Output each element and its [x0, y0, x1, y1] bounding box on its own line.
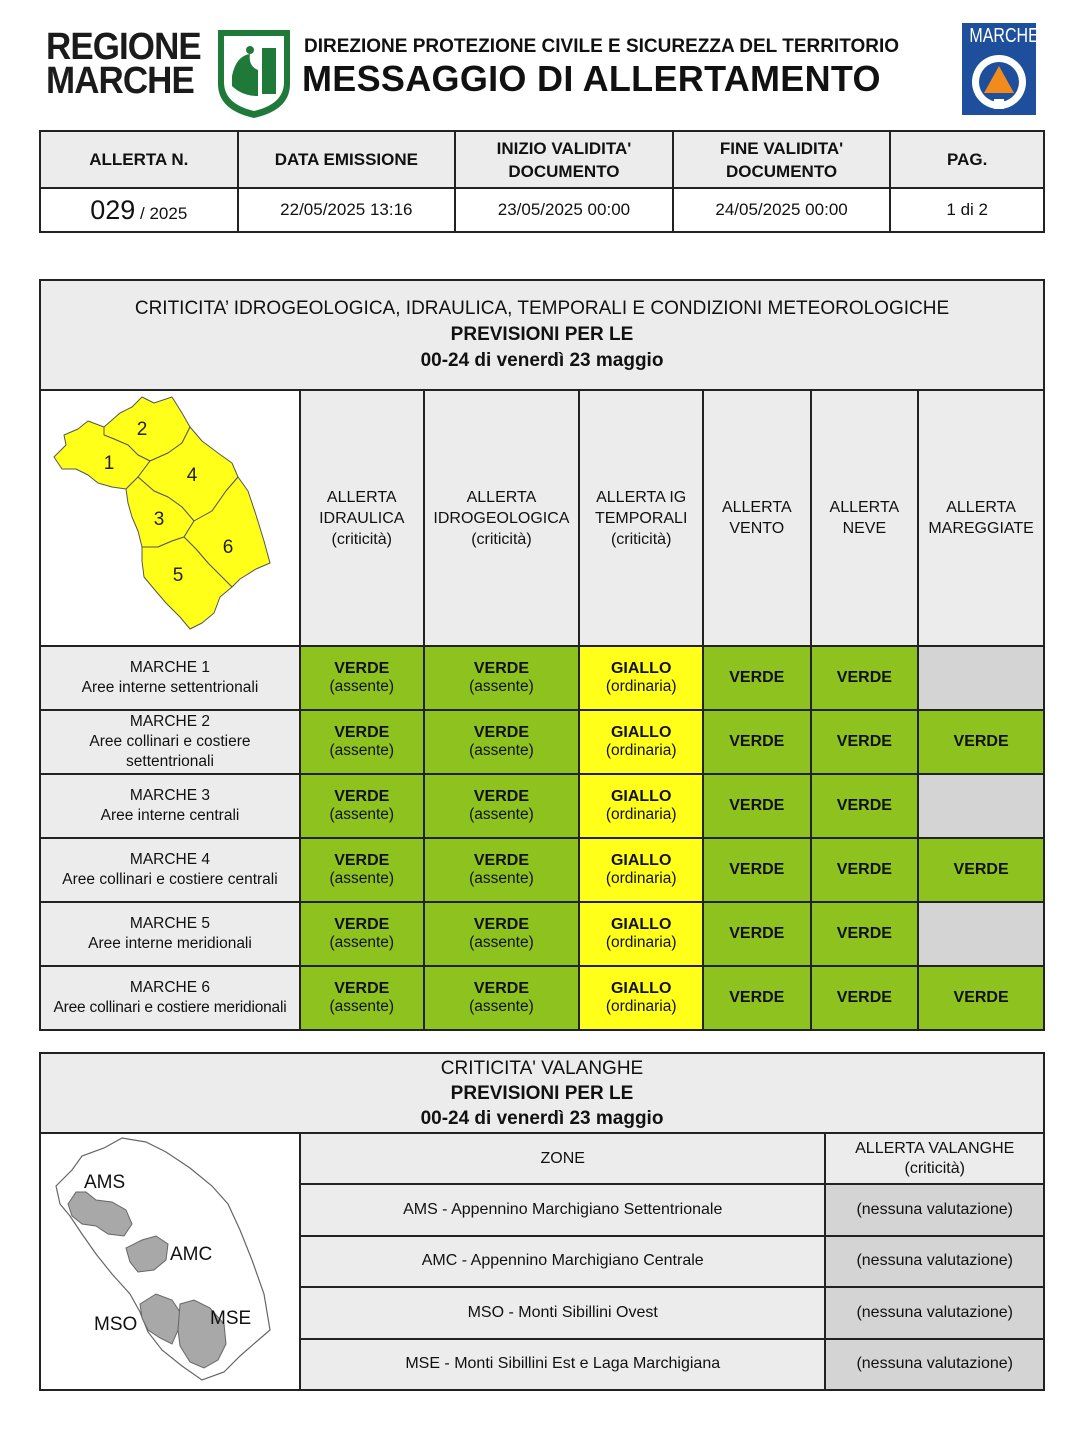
zone-cell: MARCHE 4 Aree collinari e costiere centrali — [40, 838, 300, 902]
zone-cell: MARCHE 1 Aree interne settentrionali — [40, 646, 300, 710]
map-label-3: 3 — [153, 509, 165, 530]
mareggiate-cell — [918, 774, 1044, 838]
idraulica-cell: VERDE (assente) — [300, 710, 424, 774]
zone-cell: MARCHE 6 Aree collinari e costiere meridionali — [40, 966, 300, 1030]
idrogeologica-cell: VERDE (assente) — [424, 646, 580, 710]
idrogeologica-cell: VERDE (assente) — [424, 838, 580, 902]
avalanche-zone: MSO - Monti Sibillini Ovest — [300, 1287, 825, 1338]
map-label-mso: MSO — [93, 1314, 138, 1335]
neve-cell: VERDE — [811, 966, 919, 1030]
idraulica-cell: VERDE (assente) — [300, 902, 424, 966]
avalanche-section-title: CRITICITA' VALANGHE — [440, 1057, 644, 1079]
idraulica-cell: VERDE (assente) — [300, 966, 424, 1030]
temporali-cell: GIALLO (ordinaria) — [579, 902, 703, 966]
neve-cell: VERDE — [811, 710, 919, 774]
table-row — [40, 710, 1044, 774]
avalanche-alert-table — [39, 1052, 1045, 1391]
zones-column-header: ZONE — [300, 1133, 825, 1184]
avalanche-value: (nessuna valutazione) — [825, 1287, 1044, 1338]
avalanche-forecast-label: PREVISIONI PER LE — [450, 1082, 634, 1104]
avalanche-alert-column-header: ALLERTA VALANGHE (criticità) — [825, 1133, 1044, 1184]
avalanche-map — [40, 1133, 300, 1390]
validity-start-header: INIZIO VALIDITA' DOCUMENTO — [455, 131, 673, 188]
emission-date: 22/05/2025 13:16 — [238, 188, 456, 232]
idrogeologica-cell: VERDE (assente) — [424, 774, 580, 838]
avalanche-zone: MSE - Monti Sibillini Est e Laga Marchigiana — [300, 1339, 825, 1390]
map-label-2: 2 — [136, 419, 148, 440]
idrogeologica-cell: VERDE (assente) — [424, 902, 580, 966]
avalanche-value: (nessuna valutazione) — [825, 1339, 1044, 1390]
document-info-table — [39, 130, 1045, 233]
map-label-6: 6 — [222, 537, 234, 558]
page-title: MESSAGGIO DI ALLERTAMENTO — [302, 58, 881, 99]
vento-cell: VERDE — [703, 902, 811, 966]
table-row — [40, 902, 1044, 966]
col-header-vento: ALLERTA VENTO — [703, 390, 811, 646]
col-header-idrogeologica: ALLERTA IDROGEOLOGICA (criticità) — [424, 390, 580, 646]
civil-protection-emblem-icon — [962, 23, 1039, 115]
emission-date-header: DATA EMISSIONE — [238, 131, 456, 188]
validity-end: 24/05/2025 00:00 — [673, 188, 891, 232]
avalanche-value: (nessuna valutazione) — [825, 1236, 1044, 1287]
weather-alert-table — [39, 279, 1045, 1031]
avalanche-section-header — [40, 1053, 1044, 1133]
alert-number-header: ALLERTA N. — [40, 131, 238, 188]
marche-avalanche-map — [42, 1134, 298, 1384]
alert-number: 029 / 2025 — [40, 188, 238, 232]
temporali-cell: GIALLO (ordinaria) — [579, 966, 703, 1030]
vento-cell: VERDE — [703, 838, 811, 902]
weather-forecast-label: PREVISIONI PER LE — [450, 324, 634, 345]
temporali-cell: GIALLO (ordinaria) — [579, 774, 703, 838]
neve-cell: VERDE — [811, 902, 919, 966]
region-logo-text — [46, 26, 202, 102]
zone-cell: MARCHE 5 Aree interne meridionali — [40, 902, 300, 966]
temporali-cell: GIALLO (ordinaria) — [579, 838, 703, 902]
logo-line-1: REGIONE — [46, 26, 201, 68]
validity-end-header: FINE VALIDITA' DOCUMENTO — [673, 131, 891, 188]
avalanche-zone: AMC - Appennino Marchigiano Centrale — [300, 1236, 825, 1287]
table-row — [40, 646, 1044, 710]
col-header-temporali: ALLERTA IG TEMPORALI (criticità) — [579, 390, 703, 646]
avalanche-period: 00-24 di venerdì 23 maggio — [420, 1107, 664, 1129]
region-emblem-icon — [214, 26, 294, 120]
mareggiate-cell: VERDE — [918, 710, 1044, 774]
col-header-neve: ALLERTA NEVE — [811, 390, 919, 646]
map-label-4: 4 — [186, 465, 198, 486]
idraulica-cell: VERDE (assente) — [300, 838, 424, 902]
avalanche-zone: AMS - Appennino Marchigiano Settentrionale — [300, 1184, 825, 1235]
marche-zones-map — [42, 391, 298, 640]
map-label-ams: AMS — [83, 1172, 126, 1193]
vento-cell: VERDE — [703, 966, 811, 1030]
page-header: PAG. — [890, 131, 1044, 188]
neve-cell: VERDE — [811, 774, 919, 838]
vento-cell: VERDE — [703, 710, 811, 774]
avalanche-value: (nessuna valutazione) — [825, 1184, 1044, 1235]
logo-line-2: MARCHE — [46, 60, 194, 102]
map-label-1: 1 — [103, 453, 115, 474]
table-row — [40, 774, 1044, 838]
table-row — [40, 838, 1044, 902]
map-label-amc: AMC — [169, 1244, 213, 1265]
pc-logo-label: MARCHE — [969, 25, 1039, 47]
vento-cell: VERDE — [703, 774, 811, 838]
map-label-5: 5 — [172, 565, 184, 586]
page-number: 1 di 2 — [890, 188, 1044, 232]
temporali-cell: GIALLO (ordinaria) — [579, 646, 703, 710]
mareggiate-cell — [918, 902, 1044, 966]
idrogeologica-cell: VERDE (assente) — [424, 710, 580, 774]
neve-cell: VERDE — [811, 646, 919, 710]
neve-cell: VERDE — [811, 838, 919, 902]
col-header-idraulica: ALLERTA IDRAULICA (criticità) — [300, 390, 424, 646]
idraulica-cell: VERDE (assente) — [300, 646, 424, 710]
map-label-mse: MSE — [209, 1308, 252, 1329]
mareggiate-cell — [918, 646, 1044, 710]
zone-cell: MARCHE 3 Aree interne centrali — [40, 774, 300, 838]
department-name: DIREZIONE PROTEZIONE CIVILE E SICUREZZA DEL TERRITORIO — [304, 36, 900, 57]
vento-cell: VERDE — [703, 646, 811, 710]
weather-period: 00-24 di venerdì 23 maggio — [420, 350, 664, 371]
validity-start: 23/05/2025 00:00 — [455, 188, 673, 232]
table-row — [40, 966, 1044, 1030]
mareggiate-cell: VERDE — [918, 838, 1044, 902]
idrogeologica-cell: VERDE (assente) — [424, 966, 580, 1030]
col-header-mareggiate: ALLERTA MAREGGIATE — [918, 390, 1044, 646]
idraulica-cell: VERDE (assente) — [300, 774, 424, 838]
zones-map — [40, 390, 300, 646]
weather-section-header — [40, 280, 1044, 390]
zone-cell: MARCHE 2 Aree collinari e costiere settentrionali — [40, 710, 300, 774]
mareggiate-cell: VERDE — [918, 966, 1044, 1030]
weather-section-title: CRITICITA’ IDROGEOLOGICA, IDRAULICA, TEMPORALI E CONDIZIONI METEOROLOGICHE — [134, 298, 950, 319]
civil-protection-logo — [962, 23, 1039, 115]
temporali-cell: GIALLO (ordinaria) — [579, 710, 703, 774]
